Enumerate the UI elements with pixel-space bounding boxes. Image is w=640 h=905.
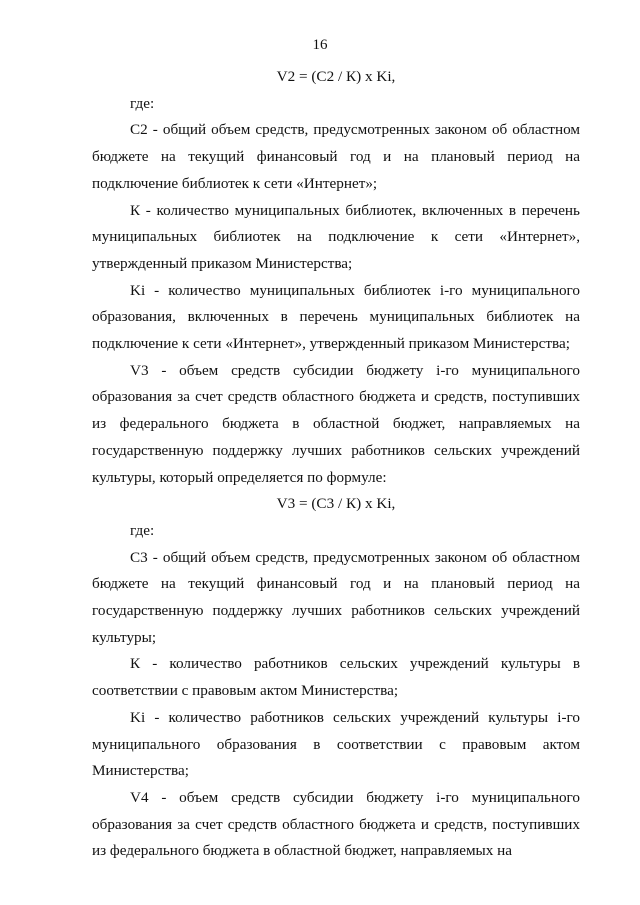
definition-v3: V3 - объем средств субсидии бюджету i-го муниципального образования за счет средств областного бюджета и средств, поступивших из федерального бюджета в областной бюджет, направляемых на государственную поддержку лучших работников сельских учреждений культуры, который определяется по формуле: [92,361,580,486]
definition-ki-libraries: Ki - количество муниципальных библиотек i-го муниципального образования, включенных в перечень муниципальных библиотек на подключение к сети «Интернет», утвержденный приказом Министерства; [92,281,580,353]
definition-c3: С3 - общий объем средств, предусмотренных законом об областном бюджете на текущий финансовый год и на плановый период на государственную поддержку лучших работников сельских учреждений культуры; [92,548,580,646]
where-label: где: [130,94,155,112]
formula-v3: V3 = (C3 / К) х Ki, [276,495,396,513]
definition-c2: С2 - общий объем средств, предусмотренных законом об областном бюджете на текущий финансовый год и на плановый период на подключение библиотек к сети «Интернет»; [92,121,580,192]
document-body [92,64,580,865]
page-number: 16 [312,37,328,53]
definition-k-workers: К - количество работников сельских учреждений культуры в соответствии с правовым актом Министерства; [92,655,580,700]
definition-v4: V4 - объем средств субсидии бюджету i-го муниципального образования за счет средств областного бюджета и средств, поступивших из федерального бюджета в областной бюджет, направляемых на [92,788,580,860]
formula-v2: V2 = (C2 / К) х Ki, [276,68,396,85]
where-label: где: [130,521,155,539]
definition-k-libraries: К - количество муниципальных библиотек, включенных в перечень муниципальных библиотек на подключение к сети «Интернет», утвержденный приказом Министерства; [92,201,580,272]
definition-ki-workers: Ki - количество работников сельских учреждений культуры i-го муниципального образования в соответствии с правовым актом Министерства; [92,708,580,780]
